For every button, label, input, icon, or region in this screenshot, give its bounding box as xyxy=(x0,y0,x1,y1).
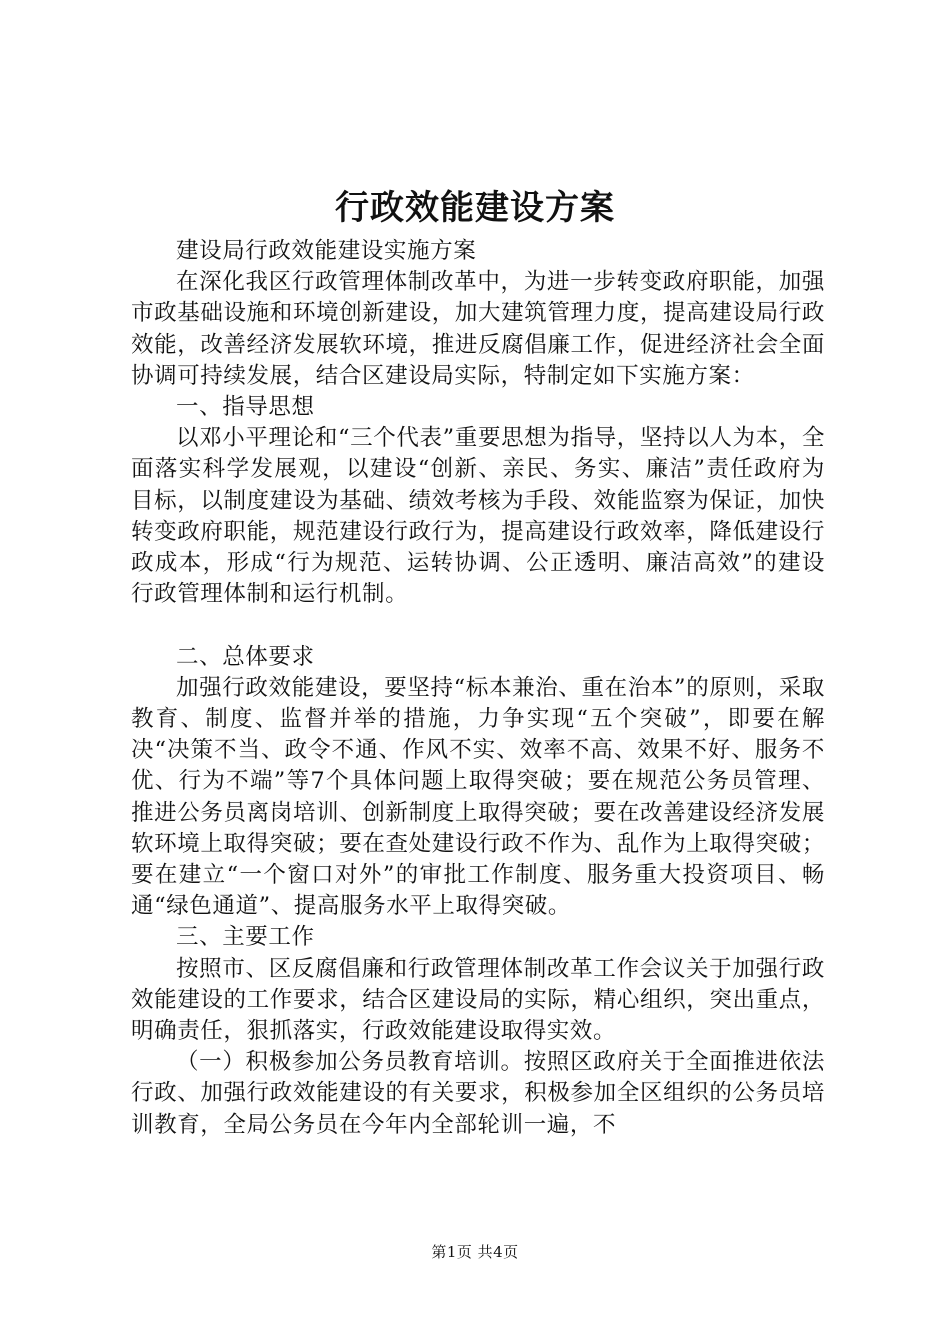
training-paragraph: （一）积极参加公务员教育培训。按照区政府关于全面推进依法行政、加强行政效能建设的有关要求，积极参加全区组织的公务员培训教育，全局公务员在今年内全部轮训一遍，不 xyxy=(131,1049,825,1138)
overall-requirements-paragraph: 加强行政效能建设，要坚持“标本兼治、重在治本”的原则，采取教育、制度、监督并举的措施，力争实现“五个突破”，即要在解决“决策不当、政令不通、作风不实、效率不高、效果不好、服务不优、行为不端”等7个具体问题上取得突破；要在规范公务员管理、推进公务员离岗培训、创新制度上取得突破；要在改善建设经济发展软环境上取得突破；要在查处建设行政不作为、乱作为上取得突破；要在建立“一个窗口对外”的审批工作制度、服务重大投资项目、畅通“绿色通道”、提高服务水平上取得突破。 xyxy=(131,674,825,920)
section-heading-main-work: 三、主要工作 xyxy=(176,924,315,951)
section-heading-guiding-ideology: 一、指导思想 xyxy=(176,394,315,421)
guiding-ideology-paragraph: 以邓小平理论和“三个代表”重要思想为指导，坚持以人为本，全面落实科学发展观，以建设“创新、亲民、务实、廉洁”责任政府为目标，以制度建设为基础、绩效考核为手段、效能监察为保证，加快转变政府职能，规范建设行政行为，提高建设行政效率，降低建设行政成本，形成“行为规范、运转协调、公正透明、廉洁高效”的建设行政管理体制和运行机制。 xyxy=(131,425,825,608)
page-footer: 第1页 共4页 xyxy=(431,1243,519,1261)
blank-line xyxy=(131,610,825,641)
main-work-paragraph: 按照市、区反腐倡廉和行政管理体制改革工作会议关于加强行政效能建设的工作要求，结合区建设局的实际，精心组织，突出重点，明确责任，狠抓落实，行政效能建设取得实效。 xyxy=(131,955,825,1045)
intro-paragraph: 在深化我区行政管理体制改革中，为进一步转变政府职能，加强市政基础设施和环境创新建设，加大建筑管理力度，提高建设局行政效能，改善经济发展软环境，推进反腐倡廉工作，促进经济社会全面协调可持续发展，结合区建设局实际，特制定如下实施方案： xyxy=(131,269,825,389)
document-title: 行政效能建设方案 xyxy=(335,188,615,228)
section-heading-overall-requirements: 二、总体要求 xyxy=(176,643,315,670)
document-body xyxy=(131,236,825,1141)
subtitle-paragraph: 建设局行政效能建设实施方案 xyxy=(176,238,477,264)
